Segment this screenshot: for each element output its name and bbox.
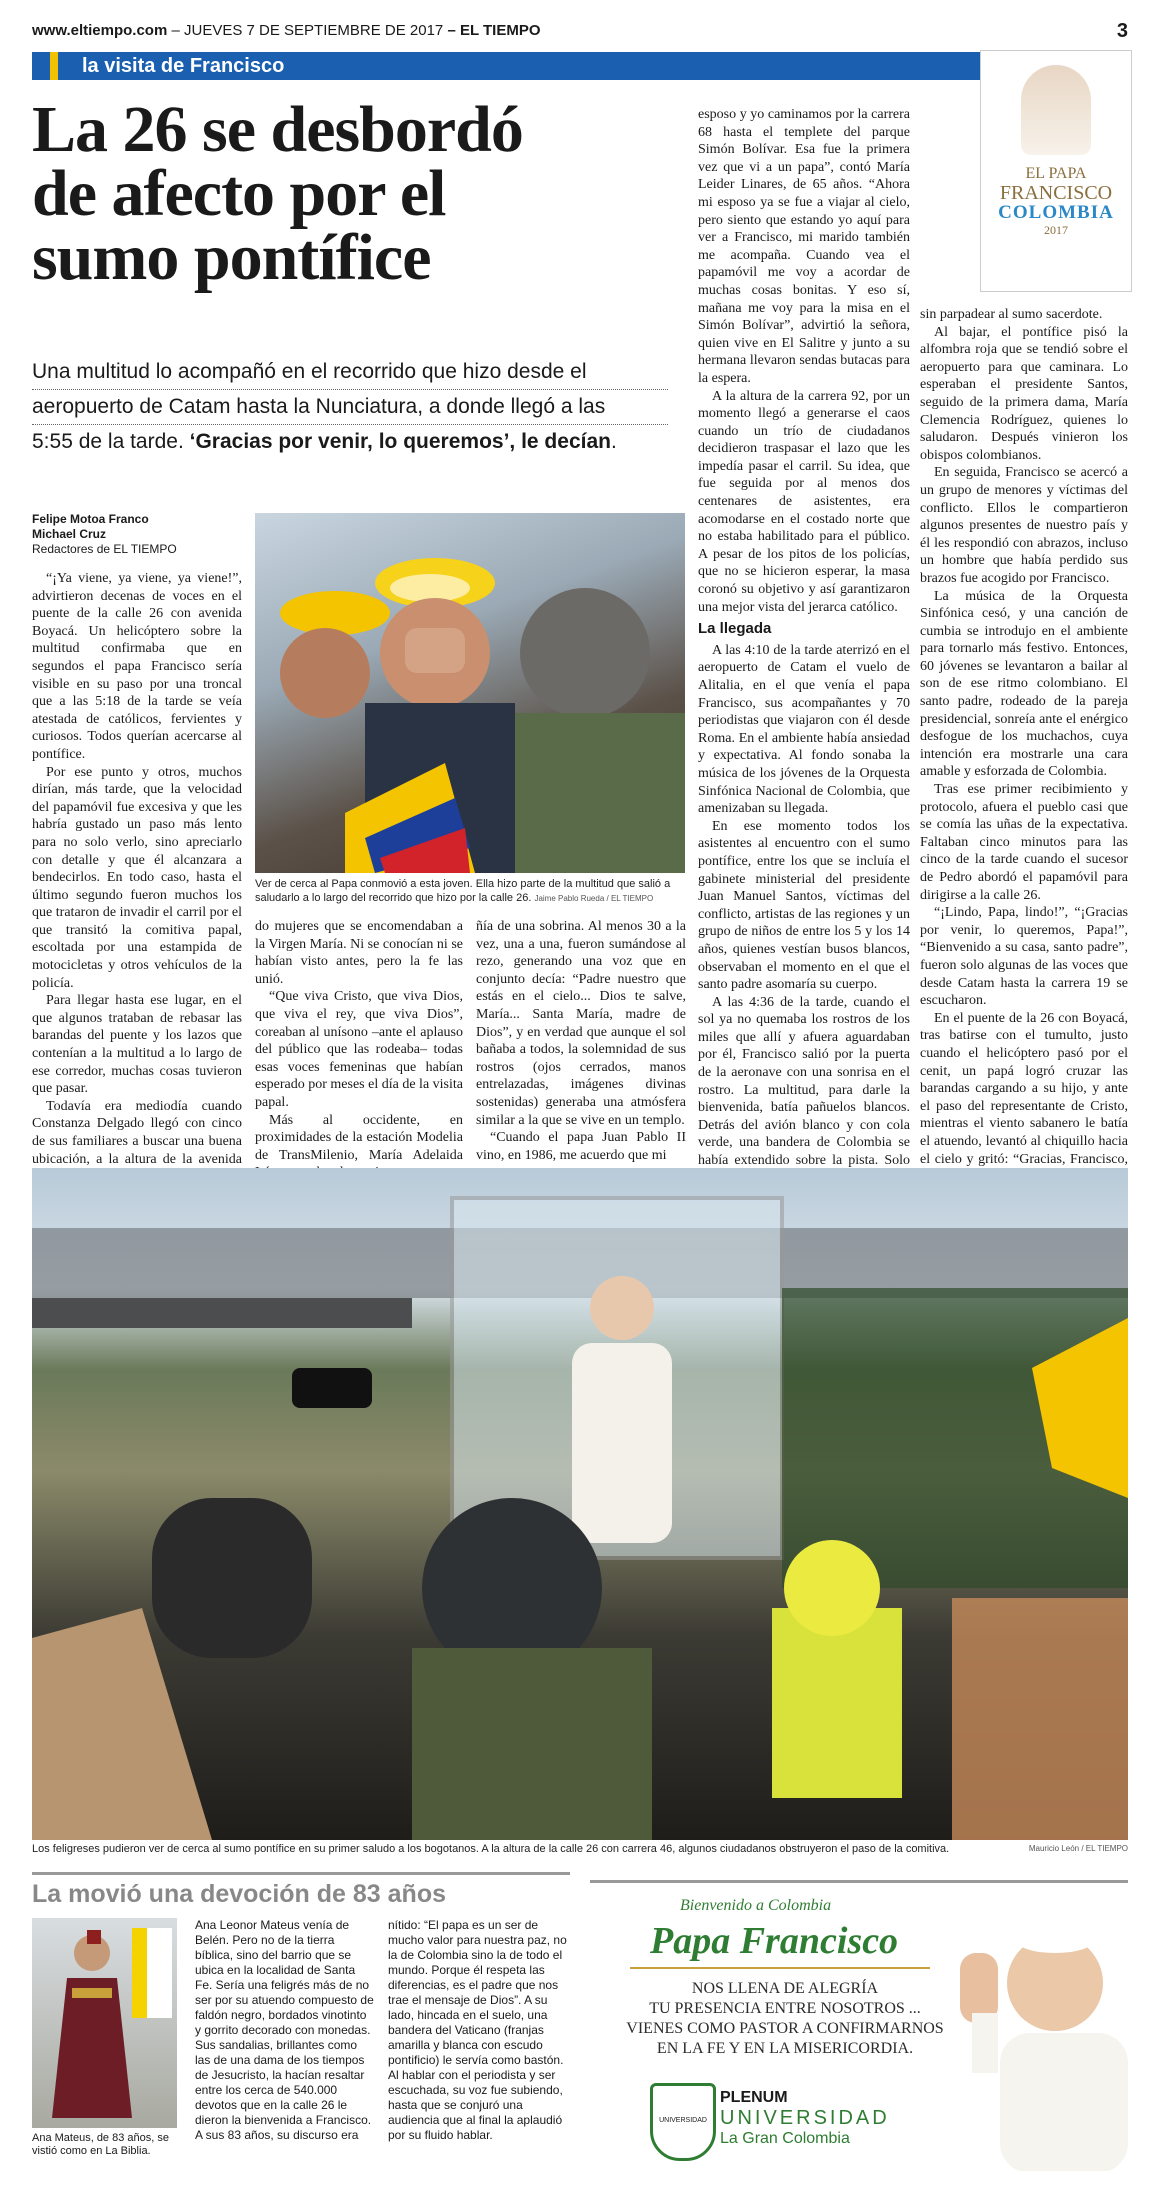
subhead: La llegada — [698, 620, 772, 638]
paragraph: En ese momento todos los asistentes al encuentro con el sumo pontífice, entre los que se incluía el gabinete ministerial del presidente Juan Manuel Santos, víctimas del conflicto, artistas de las regiones y un grupo de niños de entre los 5 y los 14 años, quienes vestían busos blancos, observaban el momento en el que el santo padre asomaría su cuerpo. — [698, 818, 910, 993]
paragraph: Todavía era mediodía cuando Constanza Delgado llegó con cinco de sus familiares a buscar una buena ubicación, a la altura de la avenida — [32, 1098, 242, 1167]
section-bar — [32, 52, 1128, 80]
pope-portrait-icon — [1021, 65, 1091, 155]
logo-line-2: FRANCISCO — [999, 182, 1113, 204]
sidebar-photo-caption: Ana Mateus, de 83 años, se vistió como en La Biblia. — [32, 2132, 169, 2157]
visit-logo — [980, 50, 1132, 292]
headline-line: sumo pontífice — [32, 221, 431, 294]
sidebar-title: La movió una devoción de 83 años — [32, 1880, 446, 1908]
section-accent — [50, 52, 58, 80]
headline-line: La 26 se desbordó — [32, 93, 523, 166]
paragraph: “¡Ya viene, ya viene, ya viene!”, advirtieron decenas de voces en el puente de la calle 26 con avenida Boyacá. Un helicóptero sobre la multitud confirmaba que en segundos el papa Francisco sería visible en su paso por una troncal que a las 5:18 de la tarde se veía atestada de católicos, fervientes y curiosos. Todos querían acercarse al pontífice. — [32, 571, 242, 762]
ad-line: VIENES COMO PASTOR A CONFIRMARNOS — [626, 2020, 944, 2037]
big-photo-caption — [32, 1842, 1128, 1856]
section-title: la visita de Francisco — [82, 55, 285, 77]
logo-line-3: COLOMBIA — [998, 202, 1114, 223]
deck-line: Una multitud lo acompañó en el recorrido que hizo desde el — [32, 355, 668, 390]
ad-line: EN LA FE Y EN LA MISERICORDIA. — [656, 2040, 914, 2057]
site-url[interactable]: www.eltiempo.com — [32, 22, 168, 39]
page-header: www.eltiempo.com – JUEVES 7 DE SEPTIEMBRE DE 2017 – EL TIEMPO 3 — [32, 20, 1128, 42]
ad-pope-name: Papa Francisco — [650, 1920, 899, 1962]
author-role: Redactores de EL TIEMPO — [32, 542, 177, 556]
sidebar-column-1: Ana Leonor Mateus venía de Belén. Pero no de la tierra bíblica, sino del barrio que se ubica en la localidad de Santa Fe. Sería una feligrés más de no ser por su atuendo compuesto de faldón negro, bordados vinotinto y gorrito decorado con monedas. Sus sandalias, brillantes como las de una dama de los tiempos de Jesucristo, la hacían resaltar entre los cerca de 540.000 devotos que en la calle 26 le dieron la bienvenida a Francisco. A sus 83 años, su discurso era — [195, 1918, 374, 2142]
paragraph: esposo y yo caminamos por la carrera 68 hasta el templete del parque Simón Bolívar. Esa fue la primera vez que vi a un papa”, contó María Leider Linares, de 65 años. “Ahora mi esposo ya se fue a viajar al cielo, pero siento que estando yo aquí para ver a Francisco, mi marido también me acompaña. Cuando vea el papamóvil me voy a acordar de muchas cosas bonitas. Y eso sí, mañana me voy para la misa en el Simón Bolívar”, advirtió la señora, quien vive en El Salitre y junto a su hermana llevaron sendas butacas para la espera. — [698, 107, 910, 386]
photo-illustration — [255, 513, 685, 873]
logo-line-1: EL PAPA — [1025, 165, 1087, 182]
brand-line: La Gran Colombia — [720, 2130, 850, 2147]
photo-illustration — [32, 1918, 177, 2128]
author: Felipe Motoa Franco — [32, 512, 149, 526]
article-column-4 — [698, 106, 910, 1205]
deck-period: . — [610, 430, 617, 453]
ad-rule — [630, 1967, 930, 1969]
byline — [32, 512, 232, 557]
paragraph: “Cuando el papa Juan Pablo II vino, en 1986, me acuerdo que mi — [476, 1130, 686, 1163]
paragraph: A las 4:10 de la tarde aterrizó en el aeropuerto de Catam el vuelo de Alitalia, en el que venía el papa Francisco, sus acompañantes y 70 periodistas que viajaron con él desde Roma. En el ambiente había ansiedad y expectativa. Al fondo sonaba la música de los jóvenes de la Orquesta Sinfónica Nacional de Colombia, que amenizaban su llegada. — [698, 642, 910, 817]
deck-quote: ‘Gracias por venir, lo queremos’, le decían — [189, 430, 611, 453]
paragraph: ñía de una sobrina. Al menos 30 a la vez, una a una, fueron sumándose al rezo, generando una voz que en conjunto decía: “Padre nuestro que estás en el cielo... Dios te salve, María... Santa María, madre de Dios”, y en verdad que aunque el sol bañaba a todos, la solemnidad de sus rostros (ojos cerrados, manos entrelazadas, imágenes divinas sostenidas) generaba una atmósfera similar a la que se vive en un templo. — [476, 919, 686, 1128]
paragraph: A la altura de la carrera 92, por un momento llegó a generarse el caos cuando un trío de ciudadanos decidieron traspasar el lazo que les impedía pasar el carril. Su idea, que fue seguida por al menos dos centenares de asistentes, era acomodarse en el costado norte que no estaba habilitado para el público. A pesar de los pitos de los policías, que no se hicieron esperar, la masa coronó su objetivo y así garantizaron una mejor vista del jerarca católico. — [698, 388, 910, 615]
ad-message — [600, 1979, 970, 2059]
photo-credit: Mauricio León / EL TIEMPO — [1028, 1844, 1128, 1853]
paragraph: “Que viva Cristo, que viva Dios, que viva el rey, que viva Dios”, coreaban al unísono –ante el aplauso del público que las rodeaba– todas esas voces femeninas que habían esperado por meses el día de la visita papal. — [255, 989, 463, 1110]
popemobile-photo — [32, 1168, 1128, 1840]
headline-line: de afecto por el — [32, 157, 446, 230]
paragraph: La música de la Orquesta Sinfónica cesó, y una canción de cumbia se introdujo en el ambiente para tornarlo más festivo. Entonces, 60 jóvenes se levantaron a bailar al son de ese ritmo colombiano. El santo padre, rodeado de la pareja presidencial, sonreía ante el enérgico desfogue de los muchachos, cuya intención era mostrarle una cara amable y esforzada de Colombia. — [920, 588, 1128, 780]
paragraph: Más al occidente, en proximidades de la estación Modelia de TransMilenio, María Adelaida — [255, 1112, 463, 1163]
article-column-1 — [32, 570, 242, 1221]
paragraph: Tras ese primer recibimiento y protocolo, afuera el pueblo casi que se comía las uñas de la expectativa. Faltaban cinco minutos para las cinco de la tarde cuando el sucesor de Pedro abordó el papamóvil para dirigirse a la calle 26. — [920, 782, 1128, 903]
university-seal-icon — [650, 2083, 716, 2161]
pope-waving-photo — [950, 1893, 1128, 2171]
deck-line — [32, 425, 668, 459]
ad-brand — [720, 2089, 890, 2148]
ad-welcome: Bienvenido a Colombia — [680, 1897, 832, 1914]
photo-illustration — [32, 1168, 1128, 1840]
brand-line: PLENUM — [720, 2089, 788, 2106]
issue-date: JUEVES 7 DE SEPTIEMBRE DE 2017 — [184, 22, 444, 39]
sidebar-rule — [32, 1872, 570, 1875]
sidebar-column-2: nítido: “El papa es un ser de mucho valor para nuestra paz, no la de Colombia sino la de todo el mundo. Porque él respeta las diferencias, es el padre que nos trae el mensaje de Dios”. A su lado, hincada en el suelo, una bandera del Vaticano (franjas amarilla y blanca con escudo pontificio) le servía como bastón. Al hablar con el periodista y ser escuchada, su voz fue subiendo, hasta que se conjuró una audiencia que al final la aplaudió por su fluido hablar. — [388, 1918, 567, 2142]
paragraph: Por ese punto y otros, muchos dirían, más tarde, que la velocidad del papamóvil fue excesiva y que les habría gustado un paso más lento para no solo verlo, sino apreciarlo con detalle y que él alcanzara a bendecirlos. En todo caso, hasta el último segundo fueron muchos los que trataron de invadir el carril por el que transitó la comitiva papal, escoltada por una estampida de motocicletas y otros vehículos de la policía. — [32, 764, 242, 991]
paragraph: Para llegar hasta ese lugar, en el que algunos trataban de rebasar las barandas del puente y los lazos que contenían a la multitud a lo largo de ese corredor, muchas cosas tuvieron que pasar. — [32, 993, 242, 1097]
paragraph: sin parpadear al sumo sacerdote. — [920, 307, 1103, 322]
paragraph: A las 4:36 de la tarde, cuando el sol ya no quemaba los rostros de los miles que allí y afuera aguardaban por él, Francisco salió por la puerta de la aeronave con una sonrisa en el rostro. La multitud, para darle la bienvenida, batía pañuelos blancos. Detrás del avión blanco y con cola verde, una bandera de Colombia se había extendido sobre la pista. Solo — [698, 994, 910, 1169]
photo-small-caption — [255, 877, 685, 906]
paper-name: EL TIEMPO — [459, 22, 541, 39]
deck-line: aeropuerto de Catam hasta la Nunciatura, a donde llegó a las — [32, 390, 668, 425]
paragraph: En el puente de la 26 con Boyacá, tras batirse con el tumulto, justo cuando el helicóptero pasó por el cenit, un papá logró cruzar las barandas cargando a su hijo, y ante el paso del representante de Cristo, mientras el viento sabanero le batía el atuendo, levantó al chiquillo hacia el cielo y gritó: “Gracias, Francisco, — [920, 1010, 1128, 1167]
photo-young-woman — [255, 513, 685, 873]
paragraph: do mujeres que se encomendaban a la Virgen María. Ni se conocían ni se habían visto antes, pero la fe las unió. — [255, 919, 463, 987]
article-column-5 — [920, 306, 1128, 1206]
brand-line: UNIVERSIDAD — [720, 2107, 890, 2129]
sidebar-photo — [32, 1918, 177, 2128]
paragraph: En seguida, Francisco se acercó a un grupo de menores y víctimas del conflicto. Ellos le compartieron algunos presentes de nuestro país y él les respondió con abrazos, incluso un hombre que había perdido sus brazos fue acogido por Francisco. — [920, 465, 1128, 586]
deck-text: 5:55 de la tarde. — [32, 430, 190, 453]
logo-line-4: 2017 — [1044, 223, 1068, 237]
article-column-2 — [255, 918, 463, 1182]
seal-text: UNIVERSIDAD — [659, 2117, 707, 2124]
headline — [32, 93, 672, 294]
caption-text: Ver de cerca al Papa conmovió a esta joven. Ella hizo parte de la multitud que salió a saludarlo a lo largo del recorrido que hizo por la calle 26. — [255, 878, 671, 904]
ad-line: NOS LLENA DE ALEGRÍA — [691, 1980, 879, 1997]
caption-text: Los feligreses pudieron ver de cerca al sumo pontífice en su primer saludo a los bogotanos. A la altura de la calle 26 con carrera 46, algunos ciudadanos obstruyeron el paso de la comitiva. — [32, 1843, 950, 1855]
university-advertisement[interactable] — [590, 1880, 1128, 2173]
paragraph: “¡Lindo, Papa, lindo!”, “¡Gracias por venir, lo queremos, Papa!”, “Bienvenido a su casa, santo padre”, fueron solo algunas de las voces que desde Catam hasta la carrera 19 se escucharon. — [920, 905, 1128, 1009]
photo-credit: Jaime Pablo Rueda / EL TIEMPO — [534, 894, 654, 903]
author: Michael Cruz — [32, 527, 107, 541]
deck — [32, 355, 668, 459]
ad-line: TU PRESENCIA ENTRE NOSOTROS ... — [649, 2000, 921, 2017]
page-number: 3 — [1116, 20, 1128, 42]
article-column-3 — [476, 918, 686, 1164]
paragraph: Al bajar, el pontífice pisó la alfombra roja que se tendió sobre el aeropuerto para que caminara. Lo esperaban el presidente Santos, seguido de la primera dama, María Clemencia Rodríguez, quienes lo saludaron. Después vinieron los obispos colombianos. — [920, 324, 1128, 463]
photo-illustration — [950, 1893, 1128, 2171]
